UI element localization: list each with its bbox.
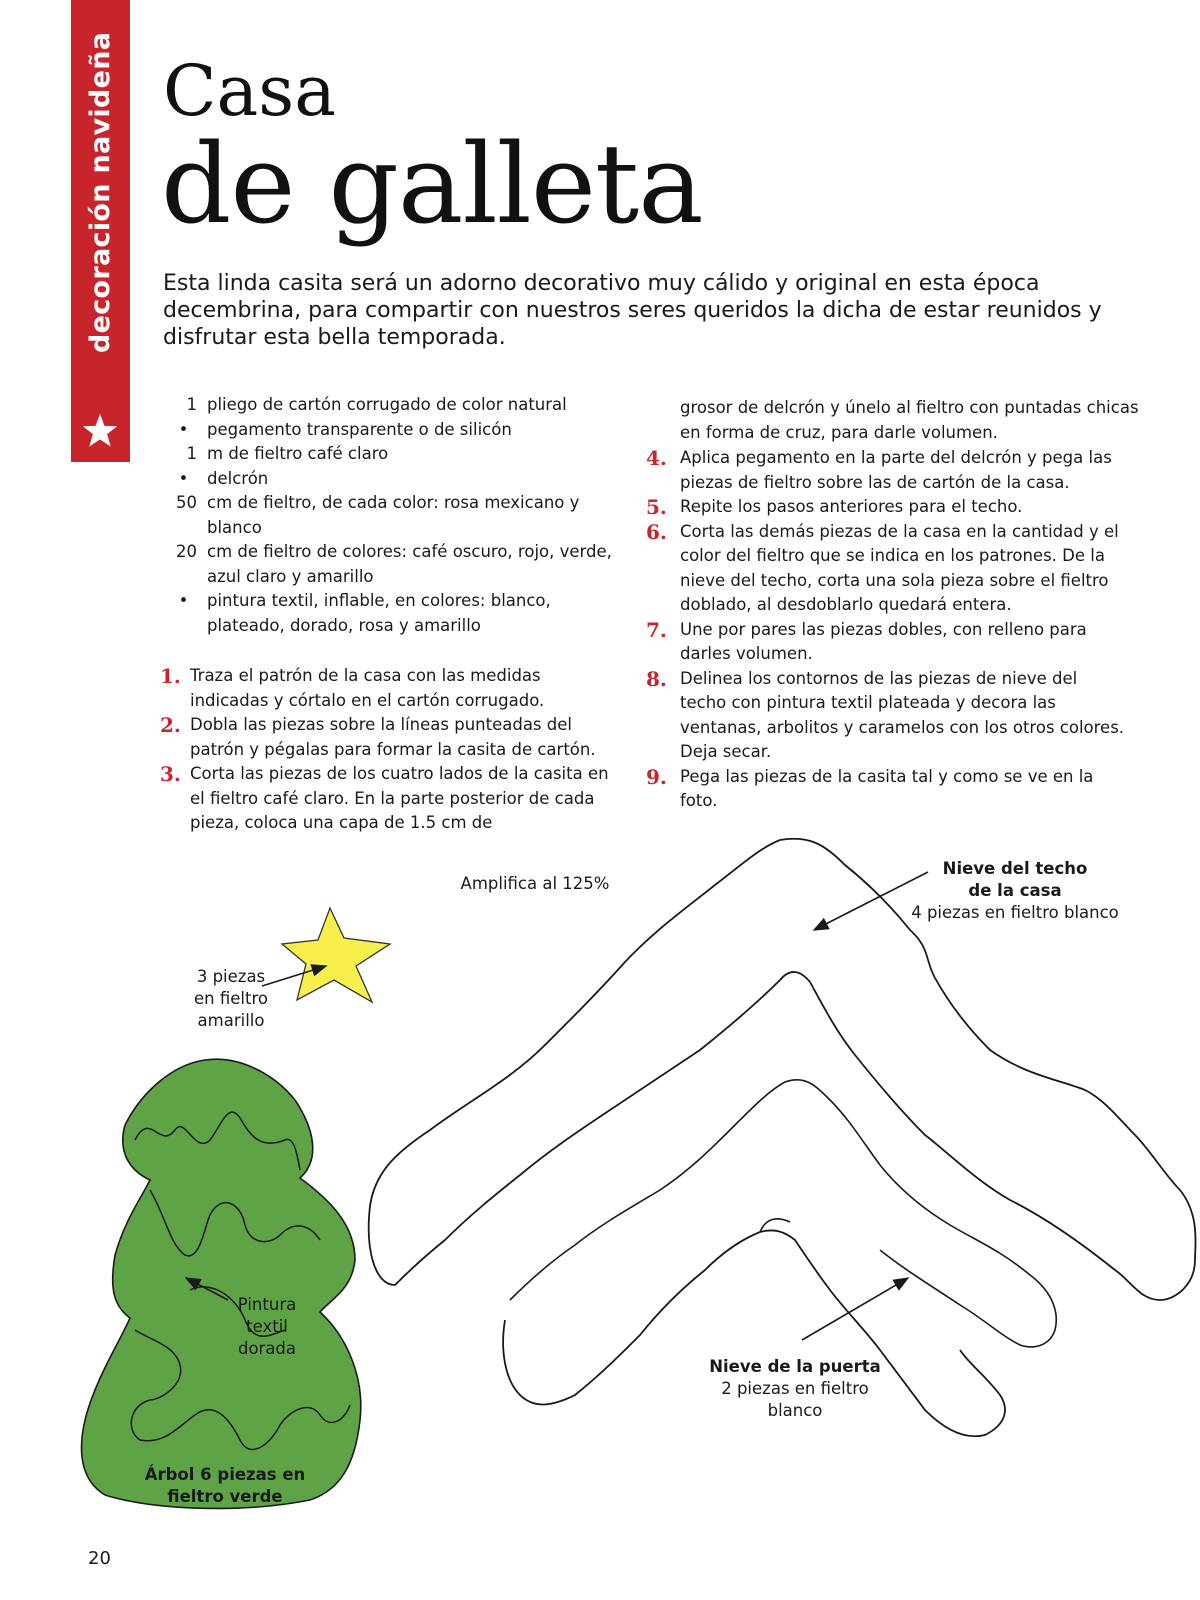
tree-paint-label: Pintura textil dorada [237, 1295, 297, 1358]
list-item: 1 m de fieltro café claro [186, 444, 389, 463]
page-title-line1: Casa [163, 50, 336, 132]
step-item: 7. Une por pares las piezas dobles, con relleno para darles volumen. [646, 617, 1087, 663]
list-item: • pintura textil, inflable, en colores: blanco, plateado, dorado, rosa y amarillo [178, 591, 551, 635]
intro-paragraph: Esta linda casita será un adorno decorativo muy cálido y original en esta época decembrina, para compartir con nuestros seres queridos la dicha de estar reunidos y disfrutar esta bella temporada. [163, 271, 1102, 350]
tree-pattern-shape [82, 1059, 361, 1508]
section-label: decoración navideña [85, 31, 116, 353]
step-item: 9. Pega las piezas de la casita tal y como se ve en la foto. [646, 764, 1094, 810]
step-item: 4. Aplica pegamento en la parte del delcrón y pega las piezas de fieltro sobre las de cartón de la casa. [646, 446, 1112, 492]
star-label: 3 piezas en fieltro amarillo [194, 967, 268, 1030]
door-snow-arrow [802, 1278, 908, 1340]
page-number: 20 [88, 1548, 111, 1569]
step-item: 3. Corta las piezas de los cuatro lados de la casita en el fieltro café claro. En la parte posterior de cada pieza, coloca una capa de 1.5 cm de [160, 762, 609, 832]
list-item: • delcrón [178, 468, 269, 488]
list-item: 20 cm de fieltro de colores: café oscuro, rojo, verde, azul claro y amarillo [176, 542, 612, 586]
step-item: 6. Corta las demás piezas de la casa en la cantidad y el color del fieltro que se indica en los patrones. De la nieve del techo, corta una sola pieza sobre el fieltro doblado, al desdoblarlo quedará entera. [646, 519, 1119, 614]
step-item: 5. Repite los pasos anteriores para el techo. [646, 495, 1023, 519]
scale-note: Amplifica al 125% [460, 874, 610, 893]
list-item: • pegamento transparente o de silicón [178, 419, 512, 439]
list-item: 50 cm de fieltro, de cada color: rosa mexicano y blanco [176, 493, 580, 537]
tree-label: Árbol 6 piezas en fieltro verde [144, 1465, 306, 1506]
step-item: 8. Delinea los contornos de las piezas de nieve del techo con pintura textil plateada y decora las ventanas, arbolitos y caramelos con los otros colores. Deja secar. [646, 666, 1125, 761]
roof-snow-label: Nieve del techo de la casa 4 piezas en fieltro blanco [911, 859, 1119, 922]
page-title-line2: de galleta [161, 120, 703, 248]
step-item: 2. Dobla las piezas sobre la líneas punteadas del patrón y pégalas para formar la casita de cartón. [160, 713, 596, 759]
step-item: 1. Traza el patrón de la casa con las medidas indicadas y córtalo en el cartón corrugado. [160, 664, 545, 710]
door-snow-label: Nieve de la puerta 2 piezas en fieltro blanco [709, 1357, 881, 1420]
step3-continued: grosor de delcrón y únelo al fieltro con puntadas chicas en forma de cruz, para darle volumen. [680, 398, 1139, 442]
star-pattern-shape [282, 908, 390, 1002]
list-item: 1 pliego de cartón corrugado de color natural [186, 395, 567, 414]
